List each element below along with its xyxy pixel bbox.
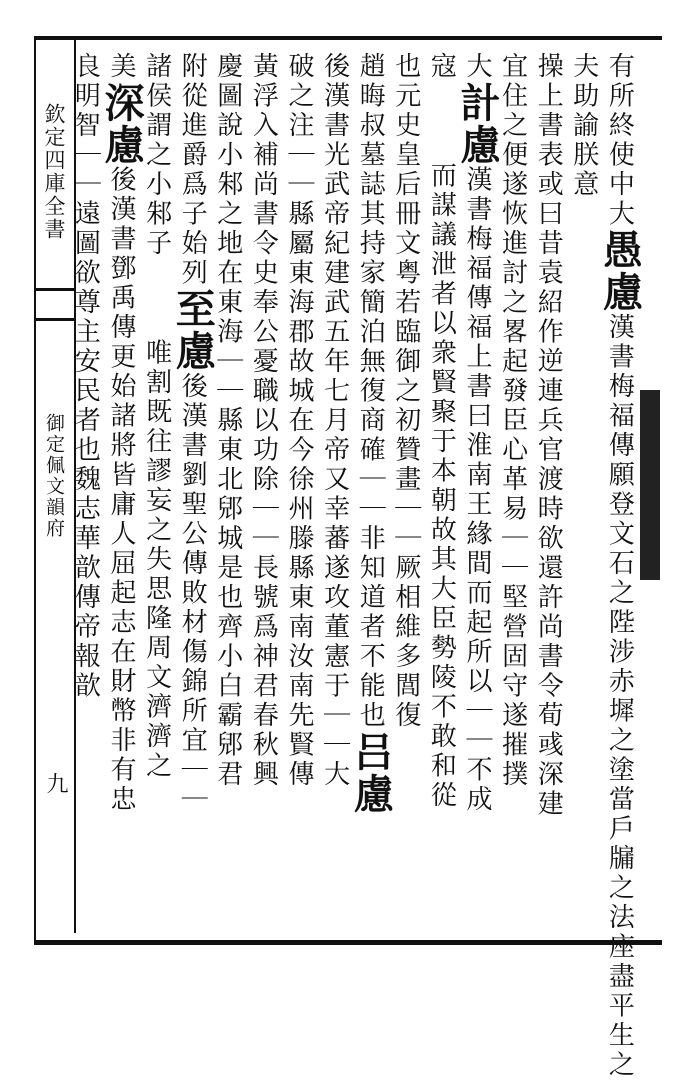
entry-text: 宜住之便遂恢進討之畧起發臣心革易｜｜堅營固守遂摧撲 xyxy=(497,52,528,790)
entry-text: 後漢書鄧禹傳更始諸將皆庸人屈起志在財幣非有忠 xyxy=(106,165,136,815)
entry-text: 慶圖說小邾之地在東海｜｜縣東北郳城是也齊小白霸郳君 xyxy=(212,52,243,790)
entry-text: 諸侯謂之小邾子 xyxy=(141,52,172,259)
entry-heading: 愚慮 xyxy=(596,229,644,313)
entry-text: 唯割既往謬妄之失思隆周文濟濟之 xyxy=(141,338,172,781)
entry-text: 大 xyxy=(462,52,492,82)
entry-heading: 吕慮 xyxy=(347,730,395,815)
entry-text: 操上書表或曰昔袁紹作逆連兵官渡時欲還許尚書令荀彧深建 xyxy=(533,52,564,819)
text-column xyxy=(454,52,501,932)
text-column xyxy=(138,52,176,932)
entry-text: 附從進爵爲子始列 xyxy=(177,52,208,288)
text-column xyxy=(596,52,644,1080)
text-column xyxy=(529,52,567,932)
entry-heading: 至慮 xyxy=(169,288,217,372)
entry-text: 破之注｜｜縣屬東海郡故城在今徐州滕縣東南汝南先賢傳 xyxy=(284,52,314,790)
entry-text: 而謀議泄者以衆賢聚于本朝故其大臣勢陵不敢和從 xyxy=(426,161,457,811)
text-column xyxy=(565,52,603,932)
entry-text: 後漢書劉聖公傳敗材傷錦所宜｜｜ xyxy=(177,372,208,815)
section-title: 御定佩文韻府 xyxy=(43,413,65,539)
entry-text: 趙晦叔墓誌其持家簡泊無復商確｜｜非知道者不能也 xyxy=(355,52,386,731)
text-column xyxy=(494,52,532,932)
entry-text: 黃浮入補尚書令史奉公憂職以功除｜｜長號爲神君春秋興 xyxy=(248,52,279,790)
text-column xyxy=(244,52,282,932)
entry-text: 漢書梅福傳願登文石之陛涉赤墀之塗當戶牖之法座盡平生之 xyxy=(604,313,635,1080)
text-column xyxy=(169,52,217,932)
entry-text: 漢書梅福傳福上書曰淮南王緣間而起所以｜｜不成 xyxy=(462,165,492,815)
entry-heading: 深慮 xyxy=(98,81,145,166)
entry-text: 有所終使中大 xyxy=(604,52,635,229)
entry-text: 後漢書光武帝紀建武五年七月帝又幸蕃遂攻董憲于｜｜大 xyxy=(319,52,350,790)
text-column xyxy=(347,52,395,932)
text-column xyxy=(98,52,145,932)
text-column xyxy=(66,52,104,932)
entry-text: 美 xyxy=(106,52,136,82)
page-edge-shadow xyxy=(640,390,660,580)
book-title: 欽定四庫全書 xyxy=(42,103,66,241)
text-column xyxy=(209,52,247,932)
text-column xyxy=(422,52,460,932)
page-number: 九 xyxy=(43,772,68,794)
text-column xyxy=(316,52,354,932)
text-column xyxy=(280,52,318,932)
entry-heading: 計慮 xyxy=(454,81,501,166)
entry-text: 夫助諭朕意 xyxy=(568,52,599,200)
entry-text: 也元史皇后冊文粤若臨御之初贊畫｜｜厥相維多閭復 xyxy=(390,52,421,731)
entry-text: 良明智｜｜遠圖欲尊主安民者也魏志華歆傳帝報歆 xyxy=(70,52,101,701)
entry-text: 寇 xyxy=(426,52,457,82)
